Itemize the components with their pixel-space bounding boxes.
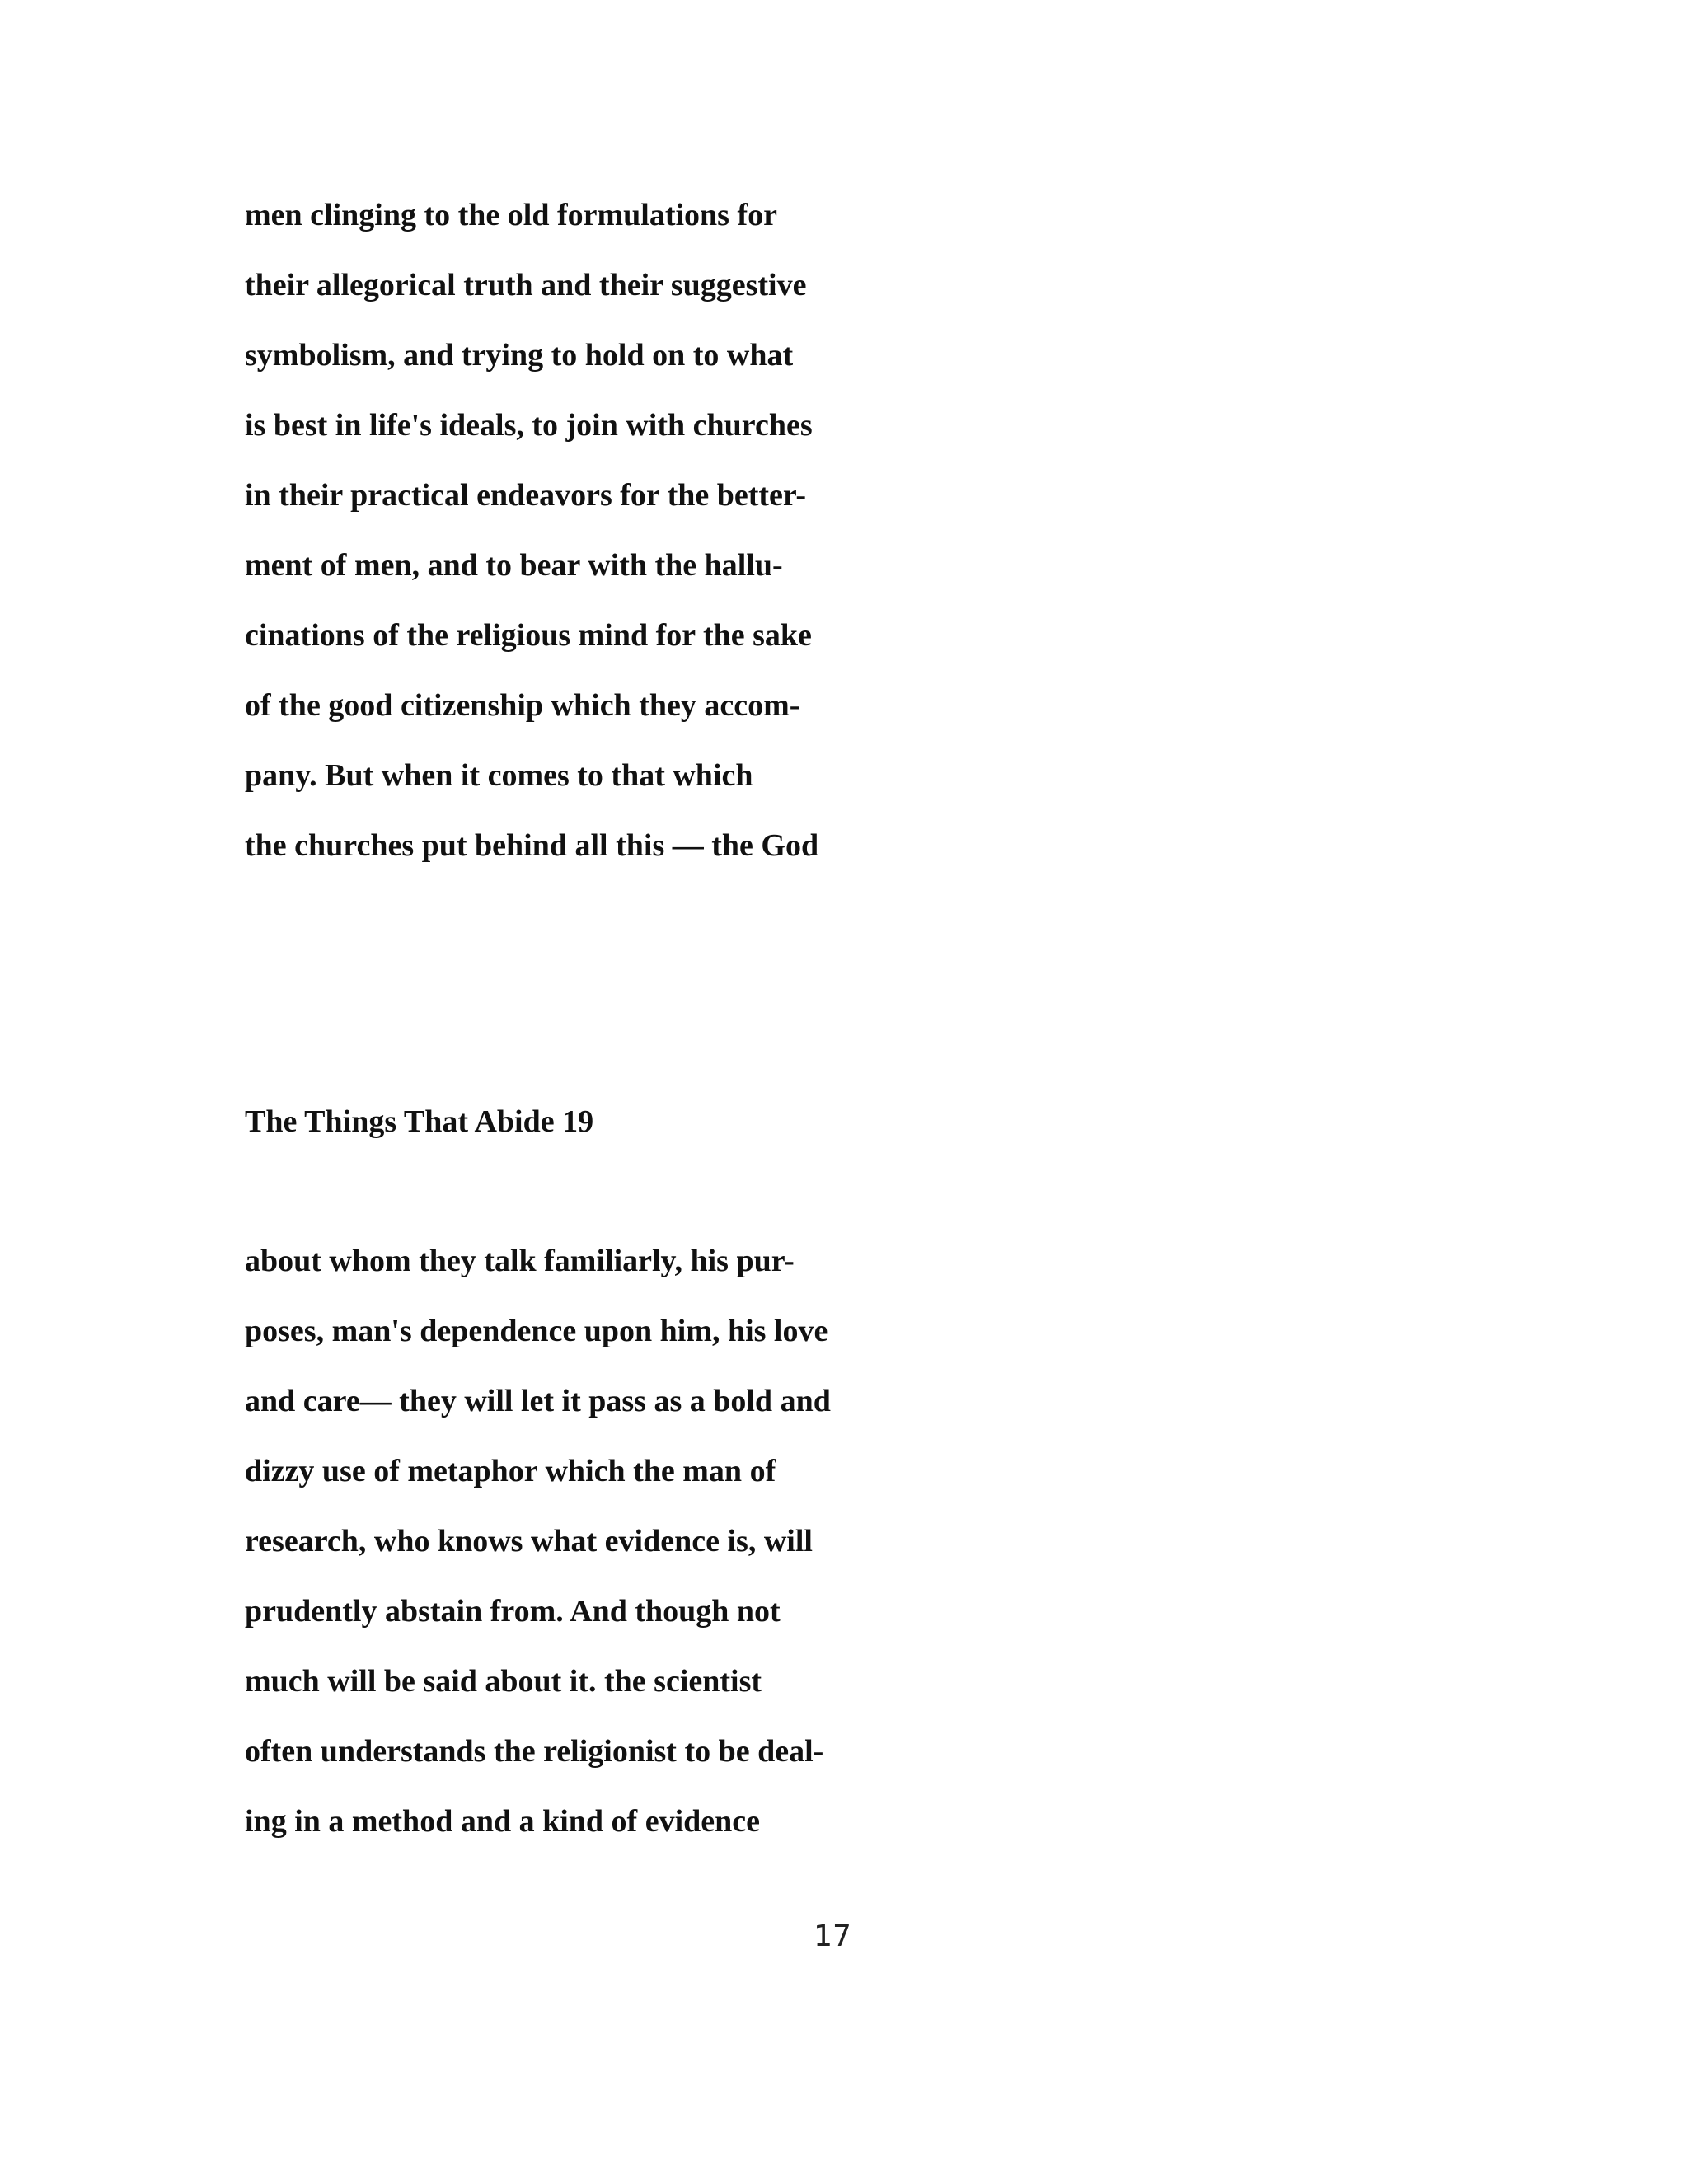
- text-line: poses, man's dependence upon him, his love: [245, 1314, 828, 1348]
- text-line: research, who knows what evidence is, will: [245, 1524, 813, 1558]
- text-line: about whom they talk familiarly, his pur-: [245, 1244, 795, 1278]
- text-block-bottom: [245, 1226, 831, 1857]
- text-line: men clinging to the old formulations for: [245, 198, 777, 232]
- text-line: is best in life's ideals, to join with churches: [245, 408, 813, 443]
- running-header: The Things That Abide 19: [245, 1104, 594, 1139]
- text-line: often understands the religionist to be deal-: [245, 1734, 824, 1769]
- page-number: 17: [814, 1919, 851, 1953]
- text-line: much will be said about it. the scientist: [245, 1664, 762, 1699]
- text-line: their allegorical truth and their suggestive: [245, 268, 807, 302]
- text-line: in their practical endeavors for the better-: [245, 478, 807, 513]
- text-line: the churches put behind all this — the God: [245, 828, 819, 863]
- text-line: ment of men, and to bear with the hallu-: [245, 548, 783, 583]
- text-line: cinations of the religious mind for the sake: [245, 618, 812, 653]
- text-block-top: [245, 180, 818, 881]
- text-line: pany. But when it comes to that which: [245, 758, 753, 793]
- text-line: prudently abstain from. And though not: [245, 1594, 781, 1629]
- text-line: of the good citizenship which they accom-: [245, 688, 800, 723]
- text-line: ing in a method and a kind of evidence: [245, 1804, 760, 1839]
- text-line: dizzy use of metaphor which the man of: [245, 1454, 776, 1488]
- text-line: and care— they will let it pass as a bold and: [245, 1384, 831, 1418]
- text-line: symbolism, and trying to hold on to what: [245, 338, 794, 373]
